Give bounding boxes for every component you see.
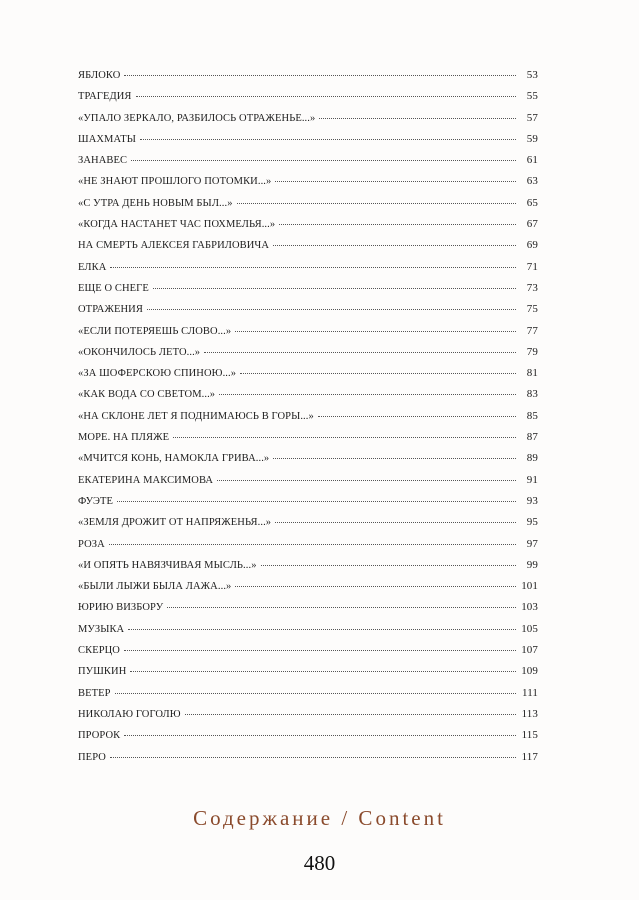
toc-entry-page: 97 <box>526 537 538 550</box>
toc-entry <box>78 69 538 90</box>
toc-entry-title: ФУЭТЕ <box>78 495 114 507</box>
toc-entry-page: 59 <box>526 132 538 145</box>
toc-entry-title: ЕЛКА <box>78 261 107 273</box>
toc-entry-title: ПРОРОК <box>78 730 121 742</box>
toc-entry-page: 63 <box>526 175 538 188</box>
toc-entry-page: 73 <box>526 281 538 294</box>
toc-entry-title: ЕЩЕ О СНЕГЕ <box>78 282 149 294</box>
toc-entry <box>78 239 538 260</box>
toc-entry <box>78 261 538 282</box>
toc-entry-title: «КОГДА НАСТАНЕТ ЧАС ПОХМЕЛЬЯ...» <box>78 219 276 231</box>
toc-entry-title: МУЗЫКА <box>78 623 125 635</box>
toc-entry-page: 53 <box>526 69 538 81</box>
toc-entry-page: 87 <box>526 431 538 444</box>
toc-dot-leader <box>237 203 516 204</box>
toc-entry-title: «ОКОНЧИЛОСЬ ЛЕТО...» <box>78 346 201 358</box>
toc-entry-title: ПУШКИН <box>78 666 127 678</box>
toc-dot-leader <box>140 139 516 140</box>
toc-entry-page: 55 <box>526 90 538 103</box>
toc-entry-title: «ЗЕМЛЯ ДРОЖИТ ОТ НАПРЯЖЕНЬЯ...» <box>78 517 272 529</box>
toc-entry <box>78 538 538 559</box>
toc-entry <box>78 687 538 708</box>
toc-entry <box>78 516 538 537</box>
toc-entry-title: «КАК ВОДА СО СВЕТОМ...» <box>78 389 216 401</box>
toc-dot-leader <box>136 96 516 97</box>
toc-entry <box>78 452 538 473</box>
toc-entry-page: 99 <box>526 558 538 571</box>
toc-entry-page: 69 <box>526 239 538 252</box>
toc-dot-leader <box>131 160 516 161</box>
toc-entry-title: ПЕРО <box>78 751 106 763</box>
toc-entry <box>78 708 538 729</box>
toc-entry <box>78 282 538 303</box>
toc-dot-leader <box>185 714 516 715</box>
toc-entry-page: 89 <box>526 452 538 465</box>
page-number: 480 <box>303 851 336 875</box>
toc-entry <box>78 601 538 622</box>
toc-dot-leader <box>318 416 516 417</box>
toc-entry-page: 111 <box>522 686 538 699</box>
toc-entry <box>78 623 538 644</box>
toc-entry <box>78 559 538 580</box>
toc-entry-page: 113 <box>521 707 538 720</box>
toc-entry-title: ШАХМАТЫ <box>78 133 137 145</box>
toc-entry-title: «УПАЛО ЗЕРКАЛО, РАЗБИЛОСЬ ОТРАЖЕНЬЕ...» <box>78 112 316 124</box>
toc-entry-title: «ЗА ШОФЕРСКОЮ СПИНОЮ...» <box>78 368 237 380</box>
toc-dot-leader <box>173 437 516 438</box>
toc-dot-leader <box>261 565 516 566</box>
toc-entry <box>78 665 538 686</box>
toc-entry-title: ЯБЛОКО <box>78 70 121 81</box>
toc-entry <box>78 644 538 665</box>
toc-entry-page: 75 <box>526 303 538 316</box>
toc-entry-page: 81 <box>526 367 538 380</box>
toc-entry-page: 115 <box>521 729 538 742</box>
toc-entry <box>78 112 538 133</box>
toc-dot-leader <box>235 331 516 332</box>
toc-entry-page: 93 <box>526 494 538 507</box>
toc-entry-title: ВЕТЕР <box>78 687 111 699</box>
toc-entry-page: 57 <box>526 111 538 124</box>
toc-entry-page: 67 <box>526 218 538 231</box>
toc-entry-title: «БЫЛИ ЛЫЖИ БЫЛА ЛАЖА...» <box>78 581 232 593</box>
toc-entry-page: 103 <box>521 601 538 614</box>
toc-entry-page: 61 <box>526 154 538 167</box>
toc-entry-title: «И ОПЯТЬ НАВЯЗЧИВАЯ МЫСЛЬ...» <box>78 559 257 571</box>
toc-dot-leader <box>275 181 516 182</box>
toc-entry-page: 71 <box>526 260 538 273</box>
toc-dot-leader <box>153 288 516 289</box>
toc-entry-page: 83 <box>526 388 538 401</box>
toc-entry-page: 95 <box>526 516 538 529</box>
toc-entry <box>78 751 538 772</box>
toc-dot-leader <box>109 544 516 545</box>
toc-entry-page: 107 <box>521 644 538 657</box>
toc-entry <box>78 133 538 154</box>
toc-dot-leader <box>273 458 516 459</box>
toc-entry-page: 109 <box>521 665 538 678</box>
toc-dot-leader <box>273 245 516 246</box>
toc-entry <box>78 218 538 239</box>
toc-entry-title: «МЧИТСЯ КОНЬ, НАМОКЛА ГРИВА...» <box>78 453 270 465</box>
toc-entry-title: ТРАГЕДИЯ <box>78 91 132 103</box>
toc-entry <box>78 495 538 516</box>
toc-entry-title: «НЕ ЗНАЮТ ПРОШЛОГО ПОТОМКИ...» <box>78 176 272 188</box>
toc-entry <box>78 367 538 388</box>
toc-entry-page: 105 <box>521 622 538 635</box>
toc-entry <box>78 474 538 495</box>
toc-entry <box>78 729 538 750</box>
toc-entry-page: 117 <box>521 750 538 763</box>
toc-dot-leader <box>217 480 516 481</box>
toc-dot-leader <box>128 629 516 630</box>
toc-entry-title: ЗАНАВЕС <box>78 155 128 167</box>
toc-entry-title: НИКОЛАЮ ГОГОЛЮ <box>78 708 181 720</box>
toc-entry <box>78 346 538 367</box>
toc-dot-leader <box>115 693 516 694</box>
toc-entry-title: «ЕСЛИ ПОТЕРЯЕШЬ СЛОВО...» <box>78 325 232 337</box>
toc-dot-leader <box>110 267 516 268</box>
toc-dot-leader <box>124 650 516 651</box>
toc-dot-leader <box>117 501 516 502</box>
toc-dot-leader <box>167 607 516 608</box>
toc-entry-title: СКЕРЦО <box>78 645 120 657</box>
toc-dot-leader <box>240 373 516 374</box>
toc-dot-leader <box>219 394 516 395</box>
toc-entry <box>78 303 538 324</box>
toc-entry-page: 79 <box>526 345 538 358</box>
toc-entry <box>78 197 538 218</box>
toc-entry-page: 91 <box>526 473 538 486</box>
toc-dot-leader <box>147 309 516 310</box>
toc-entry <box>78 580 538 601</box>
toc-entry-title: НА СМЕРТЬ АЛЕКСЕЯ ГАБРИЛОВИЧА <box>78 240 270 252</box>
toc-entry-title: «С УТРА ДЕНЬ НОВЫМ БЫЛ...» <box>78 197 233 209</box>
toc-entry <box>78 431 538 452</box>
toc-entry-title: ОТРАЖЕНИЯ <box>78 304 143 316</box>
toc-entry <box>78 90 538 111</box>
section-title: Содержание / Content <box>193 806 446 830</box>
toc-dot-leader <box>124 75 516 76</box>
toc-entry-title: «НА СКЛОНЕ ЛЕТ Я ПОДНИМАЮСЬ В ГОРЫ...» <box>78 410 314 422</box>
toc-dot-leader <box>319 118 516 119</box>
toc-entry-page: 65 <box>526 196 538 209</box>
toc-dot-leader <box>275 522 516 523</box>
toc-entry-title: ЮРИЮ ВИЗБОРУ <box>78 602 164 614</box>
toc-dot-leader <box>110 757 516 758</box>
toc-entry-title: ЕКАТЕРИНА МАКСИМОВА <box>78 474 214 486</box>
toc-entry <box>78 410 538 431</box>
table-of-contents <box>78 69 538 772</box>
toc-entry-title: РОЗА <box>78 538 105 550</box>
toc-entry-page: 77 <box>526 324 538 337</box>
toc-entry <box>78 154 538 175</box>
toc-entry <box>78 175 538 196</box>
toc-entry-page: 85 <box>526 409 538 422</box>
toc-dot-leader <box>124 735 516 736</box>
toc-entry <box>78 388 538 409</box>
toc-dot-leader <box>279 224 516 225</box>
toc-dot-leader <box>204 352 516 353</box>
toc-dot-leader <box>130 671 516 672</box>
toc-dot-leader <box>235 586 516 587</box>
toc-entry-page: 101 <box>521 580 538 593</box>
toc-entry-title: МОРЕ. НА ПЛЯЖЕ <box>78 432 170 444</box>
toc-entry <box>78 325 538 346</box>
